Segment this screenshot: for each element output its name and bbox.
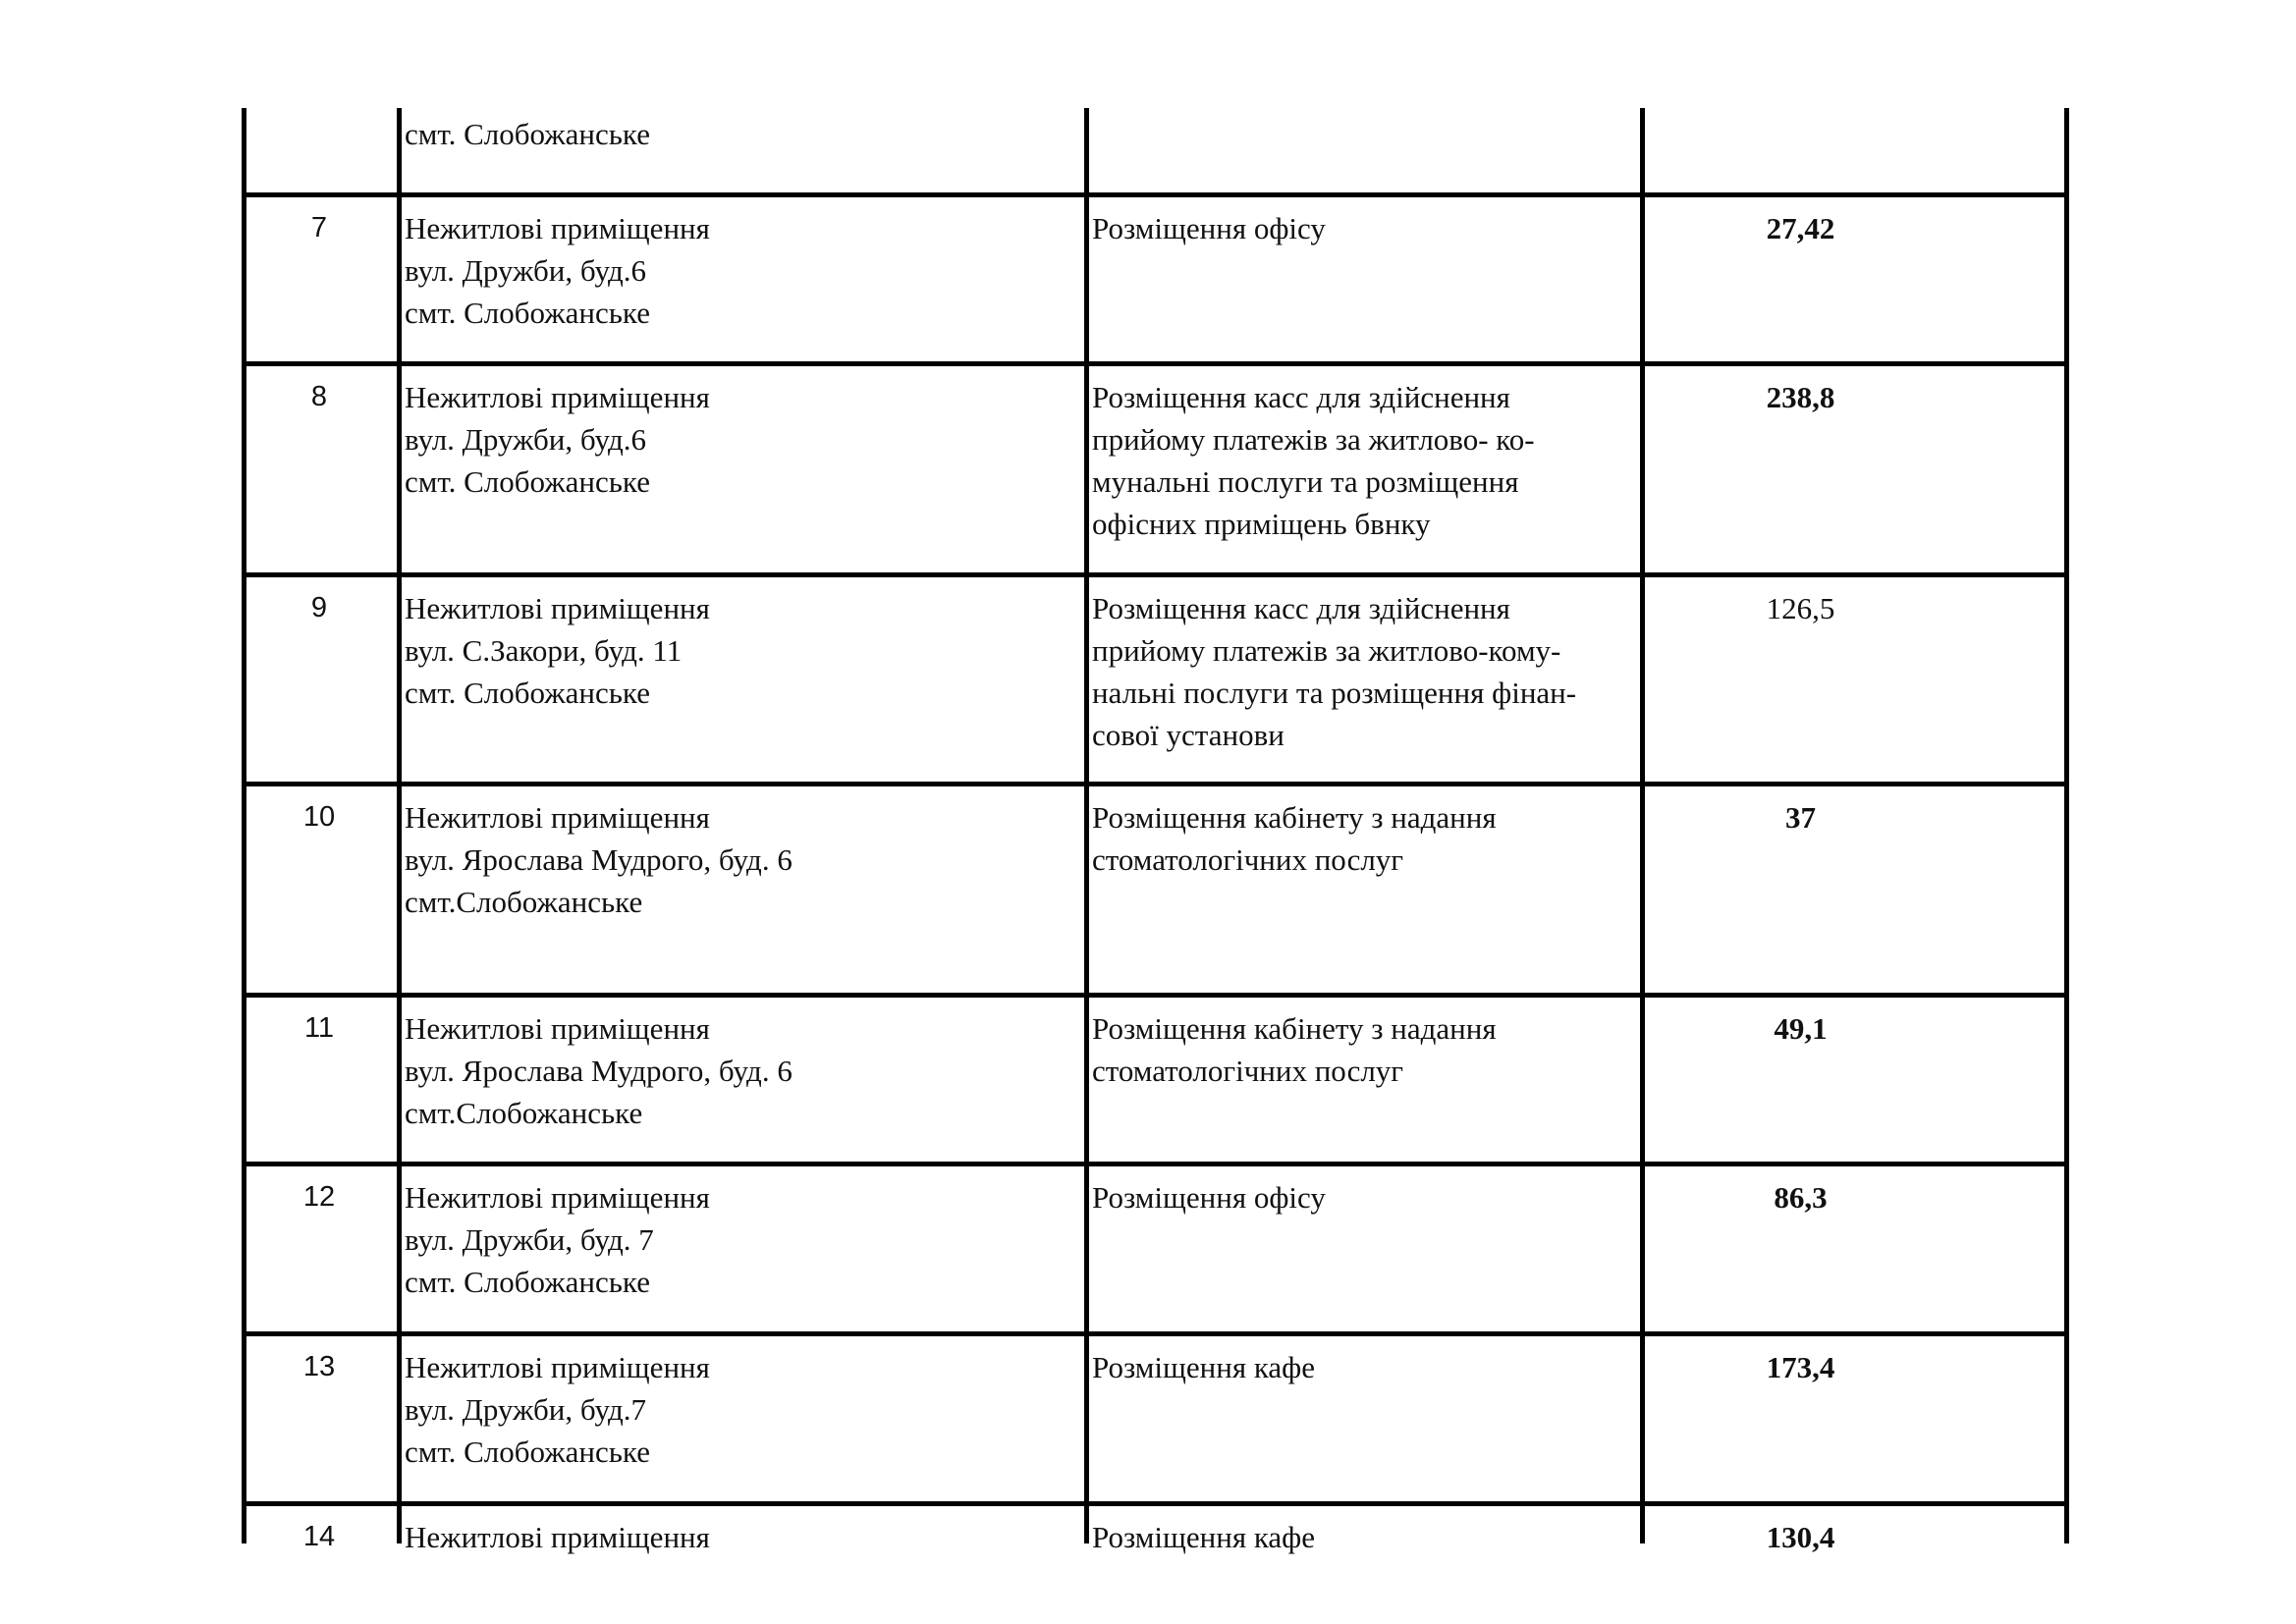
- purpose-line: стоматологічних послуг: [1092, 842, 1404, 877]
- object-description-line: Нежитлові приміщення: [405, 800, 710, 835]
- object-description-line: вул. Дружби, буд.6: [405, 422, 647, 457]
- object-description-line: вул. С.Закори, буд. 11: [405, 633, 683, 668]
- object-description-line: вул. Дружби, буд. 7: [405, 1222, 654, 1257]
- object-description-line: смт.Слобожанське: [405, 1096, 643, 1130]
- purpose-line: Розміщення кафе: [1092, 1520, 1316, 1554]
- row-number: 14: [302, 1521, 336, 1552]
- row-rule: [242, 1331, 2069, 1336]
- object-description-line: смт. Слобожанське: [405, 676, 650, 710]
- object-description-line: смт. Слобожанське: [405, 296, 650, 330]
- object-description-line: вул. Ярослава Мудрого, буд. 6: [405, 1054, 793, 1088]
- area-value: 37: [1785, 800, 1816, 835]
- purpose-line: сової установи: [1092, 718, 1285, 752]
- column-rule: [397, 108, 402, 1543]
- purpose-line: прийому платежів за житлово- ко-: [1092, 422, 1535, 457]
- row-rule: [242, 361, 2069, 366]
- object-description-line: Нежитлові приміщення: [405, 1520, 710, 1554]
- row-number: 12: [302, 1181, 336, 1213]
- purpose-line: мунальні послуги та розміщення: [1092, 464, 1519, 499]
- row-number: 11: [303, 1012, 335, 1044]
- row-number: 10: [302, 801, 336, 833]
- object-description-line: Нежитлові приміщення: [405, 1180, 710, 1215]
- area-value: 173,4: [1766, 1350, 1835, 1384]
- purpose-line: стоматологічних послуг: [1092, 1054, 1404, 1088]
- purpose-line: Розміщення касс для здійснення: [1092, 380, 1510, 414]
- purpose-line: Розміщення офісу: [1092, 1180, 1326, 1215]
- purpose-line: Розміщення офісу: [1092, 211, 1326, 245]
- area-value: 49,1: [1774, 1011, 1828, 1046]
- row-rule: [242, 1501, 2069, 1506]
- area-value: 86,3: [1774, 1180, 1828, 1215]
- area-value: 238,8: [1766, 380, 1835, 414]
- row-rule: [242, 782, 2069, 786]
- area-value: 27,42: [1766, 211, 1835, 245]
- purpose-line: Розміщення кафе: [1092, 1350, 1316, 1384]
- purpose-line: нальні послуги та розміщення фінан-: [1092, 676, 1577, 710]
- area-value: 126,5: [1766, 591, 1835, 625]
- object-description-line: смт. Слобожанське: [405, 464, 650, 499]
- column-rule: [1084, 108, 1089, 1543]
- object-description-line: вул. Дружби, буд.7: [405, 1392, 647, 1427]
- row-rule: [242, 993, 2069, 998]
- object-description-line: Нежитлові приміщення: [405, 591, 710, 625]
- object-description-line: смт. Слобожанське: [405, 117, 650, 151]
- purpose-line: Розміщення касс для здійснення: [1092, 591, 1510, 625]
- object-description-line: смт.Слобожанське: [405, 885, 643, 919]
- object-description-line: Нежитлові приміщення: [405, 1350, 710, 1384]
- row-number: 9: [310, 592, 328, 623]
- row-rule: [242, 1162, 2069, 1166]
- object-description-line: смт. Слобожанське: [405, 1265, 650, 1299]
- area-value: 130,4: [1766, 1520, 1835, 1554]
- object-description-line: смт. Слобожанське: [405, 1435, 650, 1469]
- row-number: 8: [310, 381, 328, 412]
- object-description-line: Нежитлові приміщення: [405, 211, 710, 245]
- purpose-line: офісних приміщень бвнку: [1092, 507, 1431, 541]
- column-rule: [2064, 108, 2069, 1543]
- object-description-line: Нежитлові приміщення: [405, 1011, 710, 1046]
- purpose-line: Розміщення кабінету з надання: [1092, 800, 1497, 835]
- row-rule: [242, 192, 2069, 197]
- row-number: 7: [310, 212, 328, 244]
- purpose-line: Розміщення кабінету з надання: [1092, 1011, 1497, 1046]
- object-description-line: Нежитлові приміщення: [405, 380, 710, 414]
- object-description-line: вул. Дружби, буд.6: [405, 253, 647, 288]
- object-description-line: вул. Ярослава Мудрого, буд. 6: [405, 842, 793, 877]
- purpose-line: прийому платежів за житлово-кому-: [1092, 633, 1561, 668]
- row-rule: [242, 572, 2069, 577]
- row-number: 13: [302, 1351, 336, 1382]
